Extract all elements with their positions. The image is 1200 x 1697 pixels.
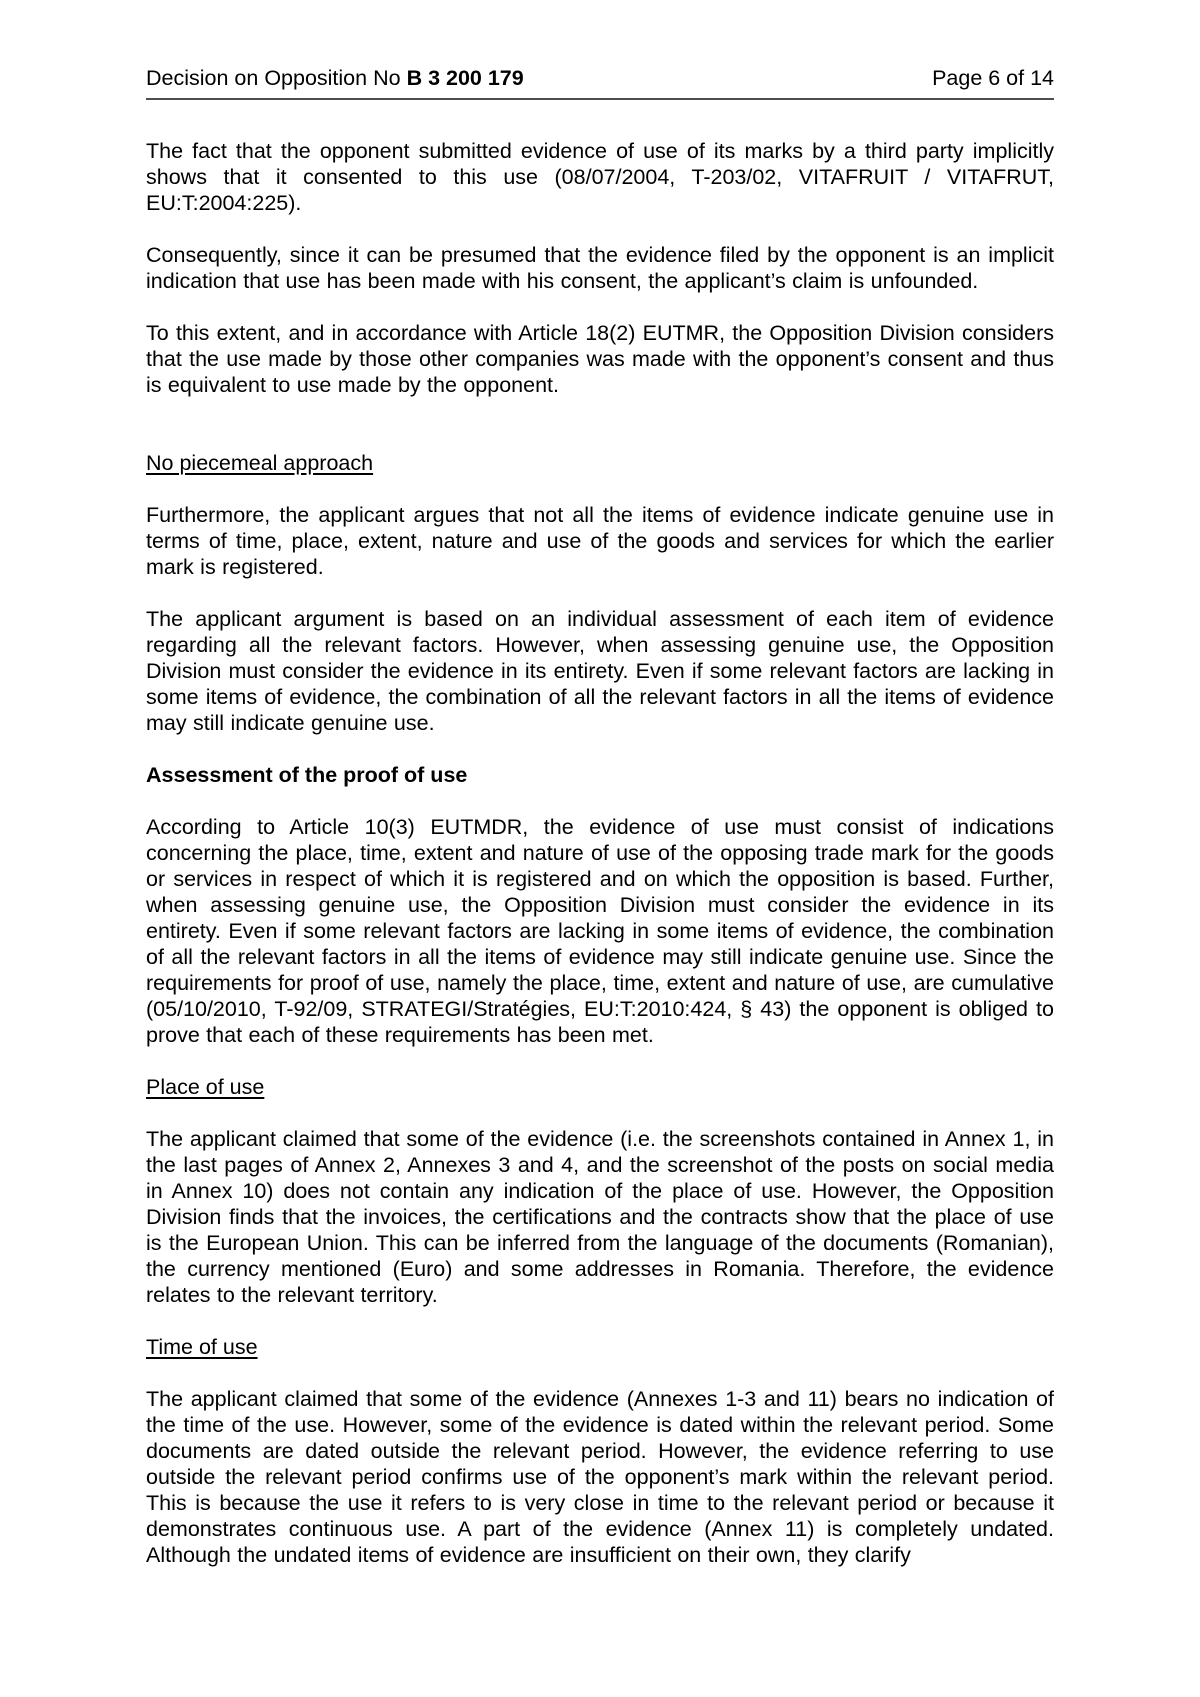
section-heading-no-piecemeal-approach: No piecemeal approach <box>146 451 374 475</box>
case-number: B 3 200 179 <box>406 66 524 90</box>
document-title-prefix: Decision on Opposition No <box>146 66 401 90</box>
paragraph-to-this-extent: To this extent, and in accordance with Article 18(2) EUTMR, the Opposition Division considers that the use made by those other companies was made with the opponent’s consent and thus is equivalent to use made by the opponent. <box>146 321 1054 397</box>
section-heading-time-of-use: Time of use <box>146 1335 258 1359</box>
paragraph-time-of-use: The applicant claimed that some of the evidence (Annexes 1-3 and 11) bears no indication of the time of the use. However, some of the evidence is dated within the relevant period. Some documents are dated outside the relevant period. However, the evidence referring to use outside the relevant period confirms use of the opponent’s mark within the relevant period. This is because the use it refers to is very close in time to the relevant period or because it demonstrates continuous use. A part of the evidence (Annex 11) is completely undated. Although the undated items of evidence are insufficient on their own, they clarify <box>146 1387 1054 1567</box>
document-body <box>146 138 1054 1568</box>
document-title <box>146 66 524 91</box>
paragraph-place-of-use: The applicant claimed that some of the evidence (i.e. the screenshots contained in Annex 1, in the last pages of Annex 2, Annexes 3 and 4, and the screenshot of the posts on social media in Annex 10) does not contain any indication of the place of use. However, the Opposition Division finds that the invoices, the certifications and the contracts show that the place of use is the European Union. This can be inferred from the language of the documents (Romanian), the currency mentioned (Euro) and some addresses in Romania. Therefore, the evidence relates to the relevant territory. <box>146 1127 1054 1307</box>
paragraph-according-to-article: According to Article 10(3) EUTMDR, the evidence of use must consist of indications concerning the place, time, extent and nature of use of the opposing trade mark for the goods or services in respect of which it is registered and on which the opposition is based. Further, when assessing genuine use, the Opposition Division must consider the evidence in its entirety. Even if some relevant factors are lacking in some items of evidence, the combination of all the relevant factors in all the items of evidence may still indicate genuine use. Since the requirements for proof of use, namely the place, time, extent and nature of use, are cumulative (05/10/2010, T-92/09, STRATEGI/Stratégies, EU:T:2010:424, § 43) the opponent is obliged to prove that each of these requirements has been met. <box>146 815 1054 1047</box>
paragraph-applicant-argument: The applicant argument is based on an individual assessment of each item of evidence regarding all the relevant factors. However, when assessing genuine use, the Opposition Division must consider the evidence in its entirety. Even if some relevant factors are lacking in some items of evidence, the combination of all the relevant factors in all the items of evidence may still indicate genuine use. <box>146 607 1054 735</box>
paragraph-third-party-use: The fact that the opponent submitted evidence of use of its marks by a third party implicitly shows that it consented to this use (08/07/2004, T-203/02, VITAFRUIT / VITAFRUT, EU:T:2004:225). <box>146 139 1054 215</box>
document-header <box>146 66 1054 100</box>
page-indicator: Page 6 of 14 <box>932 66 1054 90</box>
section-heading-assessment-of-proof-of-use: Assessment of the proof of use <box>146 763 468 787</box>
paragraph-consequently: Consequently, since it can be presumed that the evidence filed by the opponent is an implicit indication that use has been made with his consent, the applicant’s claim is unfounded. <box>146 243 1054 293</box>
paragraph-furthermore: Furthermore, the applicant argues that not all the items of evidence indicate genuine use in terms of time, place, extent, nature and use of the goods and services for which the earlier mark is registered. <box>146 503 1054 579</box>
section-heading-place-of-use: Place of use <box>146 1075 265 1099</box>
